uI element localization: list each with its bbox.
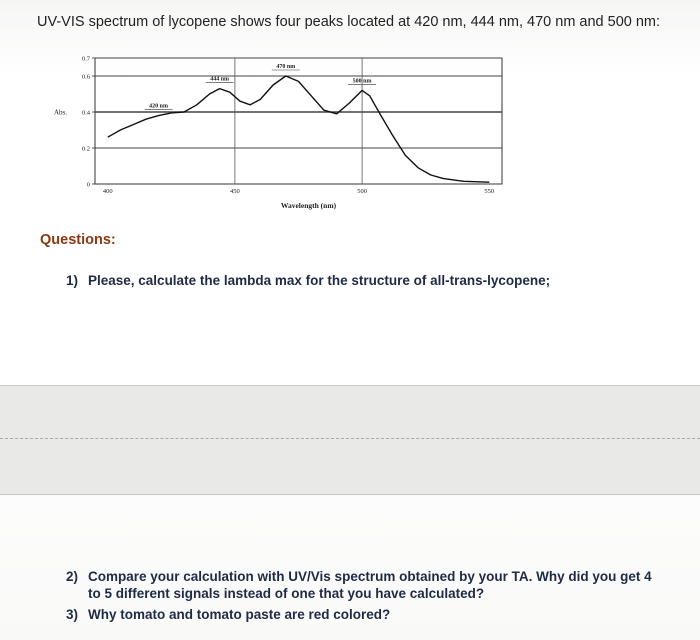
x-axis-label: Wavelength (nm) — [280, 201, 337, 210]
question-2-number: 2) — [66, 569, 79, 584]
question-3 — [66, 606, 686, 626]
y-axis-label: Abs. — [53, 108, 67, 117]
y-tick-label: 0.2 — [81, 145, 90, 153]
questions-heading: Questions: — [40, 232, 116, 248]
question-3-text: Why tomato and tomato paste are red colored? — [88, 607, 391, 622]
question-1-number: 1) — [66, 273, 79, 288]
question-3-number: 3) — [66, 607, 79, 622]
answer-area[interactable] — [0, 385, 700, 495]
peak-label-1: 420 nm — [149, 103, 169, 110]
spectrum-line — [108, 76, 490, 182]
y-tick-label: 0.4 — [81, 109, 90, 117]
question-2 — [66, 568, 686, 604]
intro-text: UV-VIS spectrum of lycopene shows four peaks located at 420 nm, 444 nm, 470 nm and 500 nm: — [37, 14, 661, 30]
x-tick-label: 400 — [102, 188, 113, 195]
answer-divider — [0, 438, 700, 439]
peak-label-4: 500 nm — [352, 78, 372, 85]
peak-label-3: 470 nm — [276, 64, 296, 70]
uv-vis-spectrum-chart — [30, 46, 550, 226]
y-tick-label: 0 — [86, 181, 90, 189]
y-tick-label: 0.6 — [81, 73, 90, 81]
peak-label-2: 444 nm — [210, 76, 230, 83]
y-tick-label: 0.7 — [81, 55, 90, 63]
question-1-text: Please, calculate the lambda max for the structure of all-trans-lycopene; — [88, 273, 551, 288]
x-tick-label: 550 — [484, 188, 495, 195]
x-tick-label: 500 — [357, 188, 367, 195]
x-tick-label: 450 — [230, 188, 240, 195]
question-1 — [66, 272, 686, 292]
plot-frame — [95, 58, 502, 184]
question-2-text: Compare your calculation with UV/Vis spectrum obtained by your TA. Why did you get 4 to 5 different signals instead of one that you have calculated? — [88, 569, 652, 601]
